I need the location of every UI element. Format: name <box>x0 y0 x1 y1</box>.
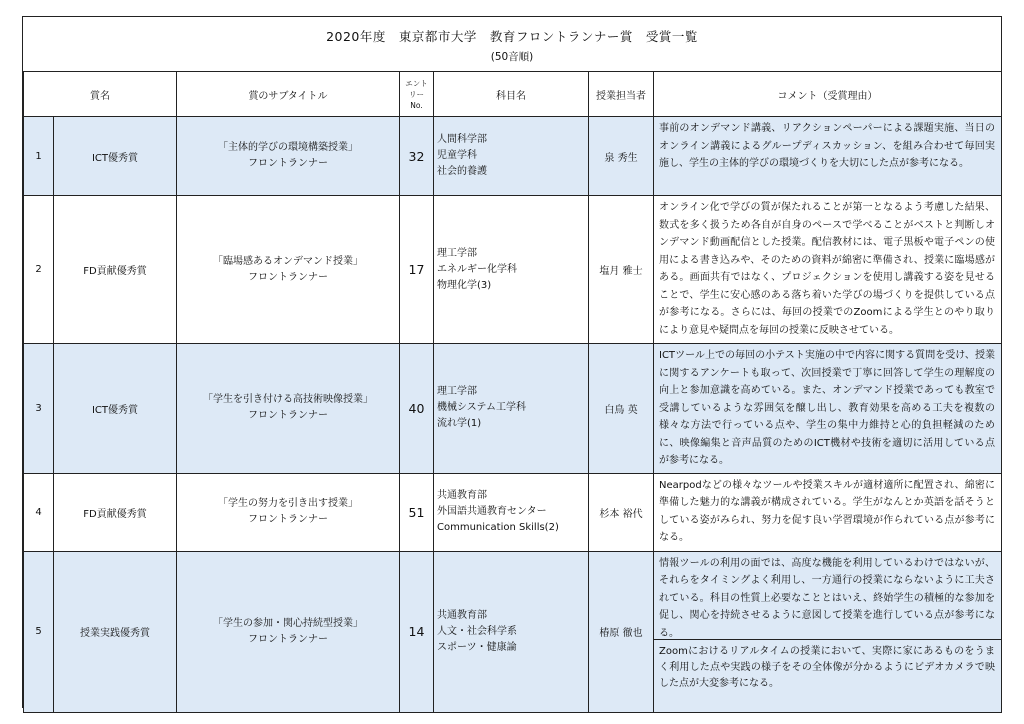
award-table <box>23 71 1002 713</box>
document-title: 2020年度 東京都市大学 教育フロントランナー賞 受賞一覧 <box>326 29 698 44</box>
header-subject: 科目名 <box>434 72 589 117</box>
comment-text: 事前のオンデマンド講義、リアクションペーパーによる課題実施、当日のオンライン講義によるグループディスカッション、を組み合わせて毎回実施し、学生の主体的学びの環境づくりを大切にした点が参考になる。 <box>654 117 1002 196</box>
award-subtitle: 「学生の努力を引き出す授業」 フロントランナー <box>177 473 400 551</box>
award-name: ICT優秀賞 <box>54 117 177 196</box>
entry-number: 17 <box>400 196 434 344</box>
award-name: FD貢献優秀賞 <box>54 473 177 551</box>
teacher-name: 塩月 雅士 <box>589 196 654 344</box>
entry-number: 51 <box>400 473 434 551</box>
entry-number: 32 <box>400 117 434 196</box>
comment-text: Nearpodなどの様々なツールや授業スキルが適材適所に配置され、綿密に準備した魅力的な講義が構成されている。学生がなんとか英語を話そうとしている姿がみられ、努力を促す良い学習環境が作られている点が参考になる。 <box>654 473 1002 551</box>
award-name: FD貢献優秀賞 <box>54 196 177 344</box>
row-number: 5 <box>24 551 54 712</box>
subject-name: 理工学部 機械システム工学科 流れ学(1) <box>434 344 589 474</box>
subject-name: 理工学部 エネルギー化学科 物理化学(3) <box>434 196 589 344</box>
subject-name: 人間科学部 児童学科 社会的養護 <box>434 117 589 196</box>
comment-text: 情報ツールの利用の面では、高度な機能を利用しているわけではないが、それらをタイミングよく利用し、一方通行の授業にならないように工夫されている。科目の性質上必要なこととはいえ、終始学生の積極的な参加を促し、関心を持続させるように意図して授業を進行している点が参考になる。 <box>654 552 1001 640</box>
comment-text: ICTツール上での毎回の小テスト実施の中で内容に関する質問を受け、授業に関するアンケートも取って、次回授業で丁寧に回答して学生の理解度の向上と参加意識を高めている。また、オンデマンド授業であっても教室で受講しているような雰囲気を醸し出し、教育効果を高める工夫を複数の様々な方法で行っている点や、学生の集中力維持と心的負担軽減のために、映像編集と音声品質のためのICT機材や技術を適切に活用している点が参考になる。 <box>654 344 1002 474</box>
award-name: ICT優秀賞 <box>54 344 177 474</box>
table-row <box>24 473 1002 551</box>
header-award: 賞名 <box>24 72 177 117</box>
header-entry-no: エント リー No. <box>400 72 434 117</box>
subject-name: 共通教育部 外国語共通教育センター Communication Skills(2) <box>434 473 589 551</box>
table-row <box>24 551 1002 712</box>
entry-number: 14 <box>400 551 434 712</box>
teacher-name: 椿原 徹也 <box>589 551 654 712</box>
row-number: 4 <box>24 473 54 551</box>
teacher-name: 白鳥 英 <box>589 344 654 474</box>
award-subtitle: 「主体的学びの環境構築授業」 フロントランナー <box>177 117 400 196</box>
table-row <box>24 344 1002 474</box>
row-number: 2 <box>24 196 54 344</box>
award-subtitle: 「臨場感あるオンデマンド授業」 フロントランナー <box>177 196 400 344</box>
header-award-subtitle: 賞のサブタイトル <box>177 72 400 117</box>
subject-name: 共通教育部 人文・社会科学系 スポーツ・健康論 <box>434 551 589 712</box>
award-name: 授業実践優秀賞 <box>54 551 177 712</box>
row-number: 1 <box>24 117 54 196</box>
title-area <box>23 17 1001 71</box>
comment-text: オンライン化で学びの質が保たれることが第一となるよう考慮した結果、数式を多く扱うため各自が自身のペースで学べることがベストと判断しオンデマンド動画配信とした授業。配信教材には、電子黒板や電子ペンの使用による書き込みや、そのための資料が綿密に準備され、授業に臨場感がある。画面共有ではなく、プロジェクションを使用し講義する姿を見せることで、学生に安心感のある落ち着いた学びの場づくりを提供している点が参考になる。さらには、毎回の授業でのZoomによる学生とのやり取りにより意見や疑問点を毎回の授業に反映させている。 <box>654 196 1002 344</box>
entry-number: 40 <box>400 344 434 474</box>
comment-cell-split <box>654 551 1002 712</box>
teacher-name: 泉 秀生 <box>589 117 654 196</box>
row-number: 3 <box>24 344 54 474</box>
award-list-sheet <box>22 16 1002 708</box>
header-teacher: 授業担当者 <box>589 72 654 117</box>
award-subtitle: 「学生の参加・関心持続型授業」 フロントランナー <box>177 551 400 712</box>
document-subtitle: (50音順) <box>490 51 534 63</box>
header-row <box>24 72 1002 117</box>
header-comment: コメント（受賞理由） <box>654 72 1002 117</box>
teacher-name: 杉本 裕代 <box>589 473 654 551</box>
table-row <box>24 117 1002 196</box>
comment-text-additional: Zoomにおけるリアルタイムの授業において、実際に家にあるものをうまく利用した点や実践の様子をその全体像が分かるようにビデオカメラで映した点が大変参考になる。 <box>659 645 995 689</box>
table-row <box>24 196 1002 344</box>
award-subtitle: 「学生を引き付ける高技術映像授業」 フロントランナー <box>177 344 400 474</box>
